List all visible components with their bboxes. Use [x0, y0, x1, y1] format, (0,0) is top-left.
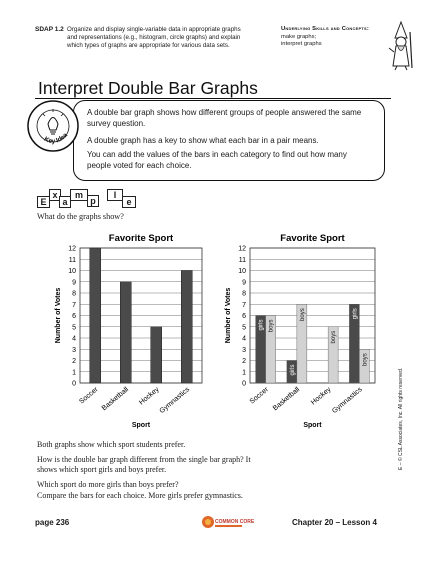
key-idea-line: survey question.	[87, 119, 146, 128]
y-tick-label: 1	[72, 369, 76, 377]
example-letter: a	[59, 196, 71, 208]
y-tick-label: 12	[68, 245, 76, 253]
standard-code: SDAP 1.2	[35, 26, 64, 33]
key-idea-line: A double bar graph shows how different groups of people answered the same	[87, 108, 362, 117]
example-letter: p	[87, 195, 99, 207]
x-tick-label: Gymnastics	[158, 386, 192, 416]
y-tick-label: 10	[68, 268, 76, 276]
bar-label: boys	[331, 330, 338, 344]
y-tick-label: 4	[242, 335, 246, 343]
bar-label: boys	[299, 308, 306, 321]
copyright-text: E – © CSL Associates, Inc. All rights reserved.	[398, 367, 404, 470]
y-tick-label: 12	[238, 245, 246, 253]
page-title: Interpret Double Bar Graphs	[38, 78, 258, 98]
y-tick-label: 3	[242, 346, 246, 354]
bar-label: girls	[352, 308, 359, 320]
bar	[90, 248, 101, 383]
bar-label: girls	[258, 319, 265, 331]
chart-title: Favorite Sport	[280, 233, 345, 244]
y-tick-label: 2	[242, 358, 246, 366]
answer-line: Which sport do more girls than boys prefer?	[37, 480, 179, 489]
y-tick-label: 1	[242, 369, 246, 377]
page-number: page 236	[35, 518, 70, 527]
title-divider	[35, 98, 391, 99]
x-tick-label: Hockey	[310, 386, 333, 407]
y-tick-label: 8	[242, 290, 246, 298]
example-letter: e	[122, 196, 136, 208]
bar-label: girls	[289, 364, 296, 376]
y-tick-label: 11	[68, 256, 76, 264]
example-letter: l	[107, 189, 123, 201]
y-tick-label: 9	[72, 279, 76, 287]
key-idea-badge-label: Key Idea	[42, 131, 70, 146]
x-tick-label: Basketball	[100, 386, 131, 413]
key-idea-line: You can add the values of the bars in each category to find out how many	[87, 150, 347, 159]
concept-line: interpret graphs	[281, 41, 322, 48]
chapter-lesson: Chapter 20 – Lesson 4	[292, 518, 377, 527]
key-idea-line: A double graph has a key to show what each bar in a pair means.	[87, 136, 319, 145]
y-tick-label: 6	[72, 313, 76, 321]
y-tick-label: 5	[72, 324, 76, 332]
chart-title: Favorite Sport	[108, 233, 174, 244]
x-tick-label: Gymnastics	[331, 386, 364, 416]
y-tick-label: 7	[72, 301, 76, 309]
answer-line: shows which sport girls and boys prefer.	[37, 465, 167, 474]
y-axis-label: Number of Votes	[55, 287, 62, 344]
x-tick-label: Hockey	[138, 386, 161, 407]
y-tick-label: 9	[242, 279, 246, 287]
y-tick-label: 10	[238, 268, 246, 276]
example-letter: x	[49, 189, 61, 201]
y-tick-label: 7	[242, 301, 246, 309]
y-tick-label: 8	[72, 290, 76, 298]
y-tick-label: 11	[238, 256, 246, 264]
x-axis-label: Sport	[303, 422, 322, 429]
answer-line: Compare the bars for each choice. More girls prefer gymnastics.	[37, 491, 243, 500]
standard-line: and representations (e.g., histogram, circle graphs) and explain	[67, 34, 241, 42]
y-axis-label: Number of Votes	[225, 287, 232, 344]
single-bar-chart	[30, 228, 215, 438]
answer-line: How is the double bar graph different from the single bar graph? It	[37, 455, 251, 464]
concept-line: make graphs;	[281, 33, 317, 40]
underlying-concepts	[281, 26, 381, 49]
x-tick-label: Soccer	[248, 386, 270, 406]
y-tick-label: 2	[72, 358, 76, 366]
double-bar-chart	[200, 228, 390, 438]
bar	[120, 282, 131, 383]
question-text: What do the graphs show?	[37, 212, 124, 221]
y-tick-label: 0	[242, 380, 246, 388]
standard-line: Organize and display single-variable data in appropriate graphs	[67, 26, 241, 33]
bar	[151, 327, 162, 383]
example-letter: m	[70, 189, 88, 201]
wizard-mascot-icon	[386, 20, 416, 72]
x-tick-label: Basketball	[271, 386, 302, 413]
x-tick-label: Soccer	[78, 386, 100, 406]
logo-text: COMMON CORE	[215, 519, 255, 525]
y-tick-label: 3	[72, 346, 76, 354]
answer-line: Both graphs show which sport students prefer.	[37, 440, 186, 449]
concepts-heading: Underlying Skills and Concepts:	[281, 26, 369, 32]
bar	[181, 271, 192, 384]
bar-label: boys	[268, 319, 275, 333]
y-tick-label: 4	[72, 335, 76, 343]
standard-line: which types of graphs are appropriate for various data sets.	[67, 42, 230, 50]
example-letter: E	[37, 196, 50, 208]
y-tick-label: 6	[242, 313, 246, 321]
x-axis-label: Sport	[131, 422, 151, 429]
standard-description	[67, 26, 279, 51]
lightbulb-badge-icon	[26, 99, 80, 153]
key-idea-line: people voted for each choice.	[87, 161, 192, 170]
bar-label: boys	[362, 353, 369, 366]
y-tick-label: 0	[72, 380, 76, 388]
common-core-logo	[200, 512, 255, 532]
y-tick-label: 5	[242, 324, 246, 332]
